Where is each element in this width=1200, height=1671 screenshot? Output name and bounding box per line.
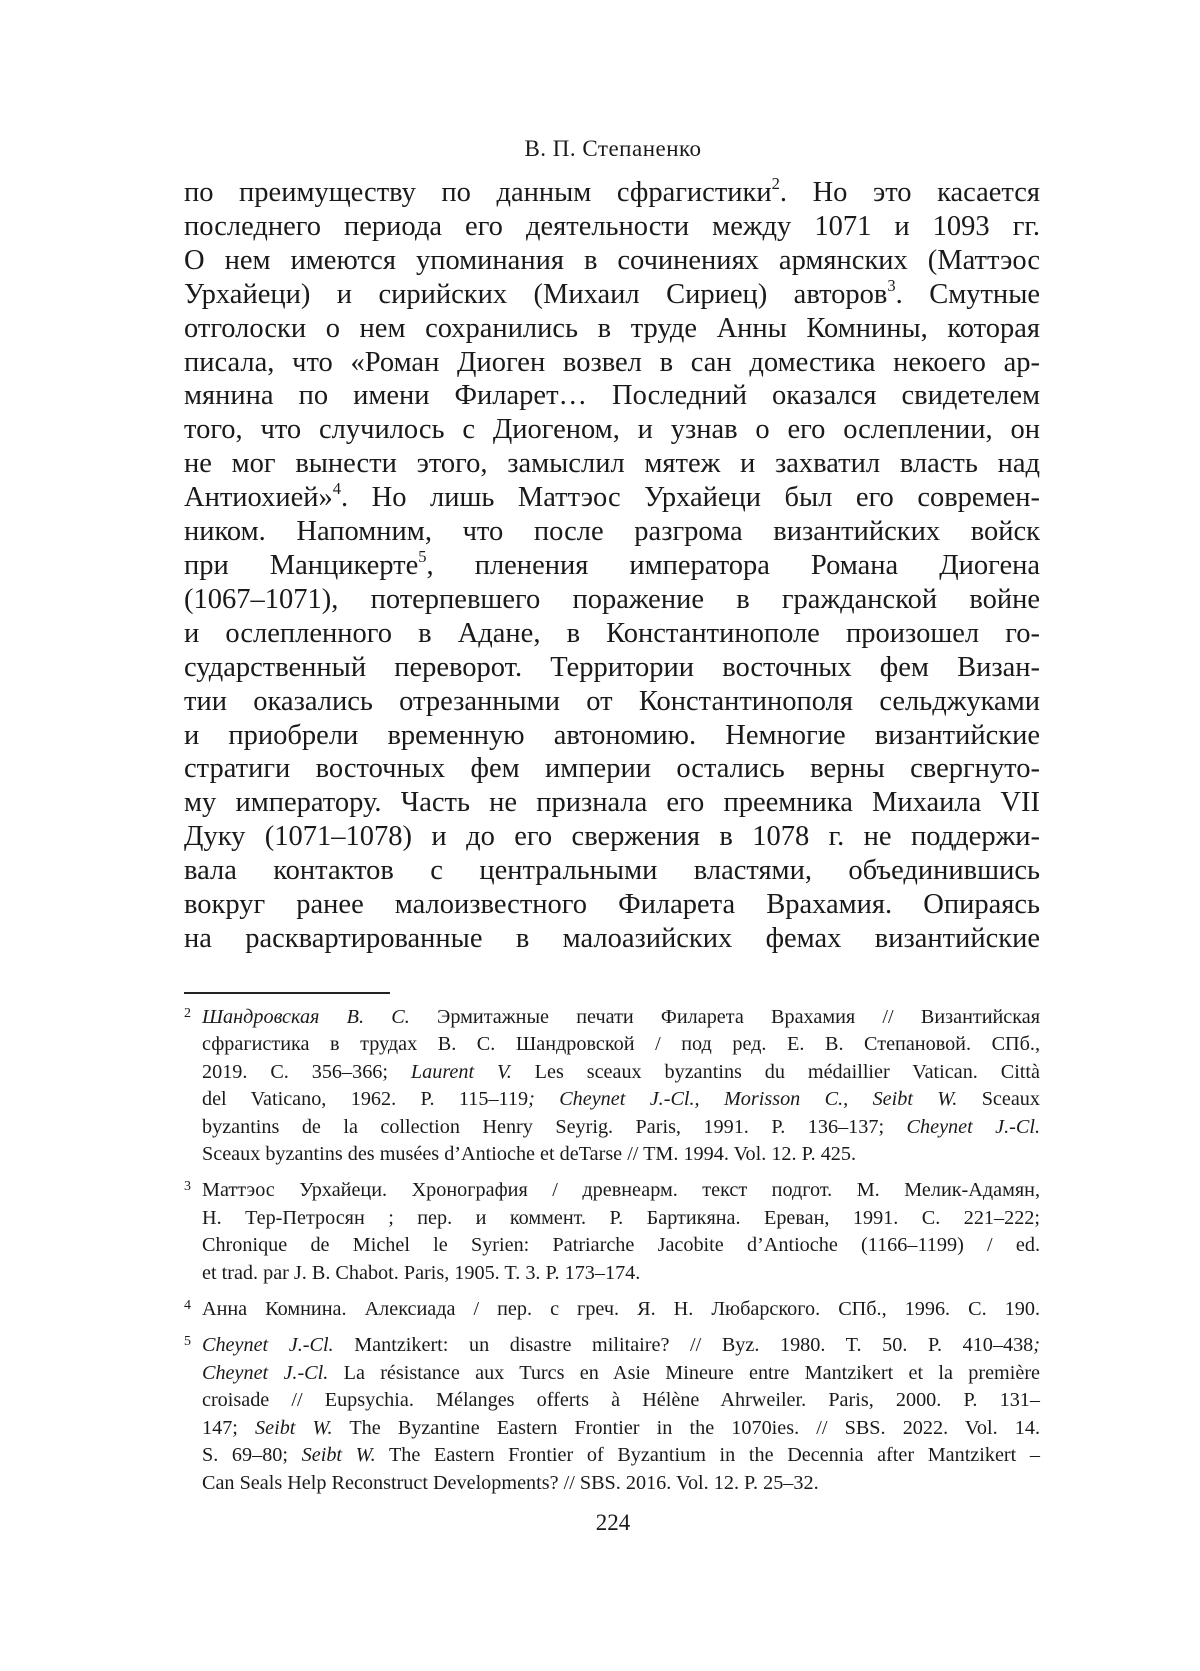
- text-line: на расквартированные в малоазийских фемах византийские: [184, 922, 1040, 954]
- text-line: [184, 275, 1040, 312]
- footnote-4: [184, 1296, 1040, 1323]
- footnote-line: Маттэос Урхайеци. Хронография / древнеарм. текст подгот. М. Мелик-Адамян,: [202, 1179, 1040, 1202]
- footnote-line: [202, 1415, 1040, 1442]
- footnote-number: 2: [184, 1006, 191, 1021]
- footnote-line: [202, 1442, 1040, 1469]
- text-segment: byzantins de la collection Henry Seyrig. Paris, 1991. P. 136–137;: [202, 1115, 907, 1138]
- footnote-ref-5[interactable]: 5: [418, 546, 427, 566]
- footnote-line: croisade // Eupsychia. Mélanges offerts à Hélène Ahrweiler. Paris, 2000. P. 131–: [202, 1389, 1040, 1412]
- text-segment: ;: [1033, 1334, 1040, 1357]
- text-line: того, что случилось с Диогеном, и узнав о его ослеплении, он: [184, 414, 1040, 446]
- text-line: мянина по имени Филарет… Последний оказался свидетелем: [184, 380, 1040, 412]
- footnote-line: [202, 1332, 1040, 1359]
- author-name: ; Cheynet J.-Cl., Morisson C., Seibt W.: [528, 1088, 958, 1111]
- text-segment: The Eastern Frontier of Byzantium in the Decennia after Mantzikert –: [375, 1444, 1041, 1467]
- text-segment: при Манцикерте: [184, 549, 419, 581]
- text-line: Дуку (1071–1078) и до его свержения в 1078 г. не поддержи-: [184, 821, 1040, 853]
- footnote-line: [202, 1360, 1040, 1387]
- text-segment: Антиохией»: [184, 482, 333, 514]
- text-line: отголоски о нем сохранились в труде Анны Комнины, которая: [184, 312, 1040, 344]
- text-segment: La résistance aux Turcs en Asie Mineure entre Mantzikert et la première: [328, 1361, 1041, 1384]
- text-segment: S. 69–80;: [202, 1444, 302, 1467]
- text-segment: Les sceaux byzantins du médaillier Vatican. Città: [511, 1060, 1040, 1083]
- footnote-line: [202, 1004, 1040, 1031]
- author-name: Seibt W.: [301, 1444, 376, 1467]
- footnote-ref-2[interactable]: 2: [771, 173, 780, 193]
- text-segment: Sceaux: [957, 1088, 1040, 1111]
- footnote-ref-3[interactable]: 3: [887, 275, 896, 295]
- text-segment: 147;: [202, 1416, 256, 1439]
- footnote-number: 5: [184, 1334, 191, 1350]
- footnote-ref-4[interactable]: 4: [332, 479, 341, 499]
- author-name: Шандровская В. С.: [202, 1006, 410, 1028]
- footnote-line: Sceaux byzantins des musées d’Antioche et deTarse // TM. 1994. Vol. 12. P. 425.: [202, 1143, 857, 1166]
- footnote-line: Н. Тер-Петросян ; пер. и коммент. Р. Бартикяна. Ереван, 1991. С. 221–222;: [202, 1206, 1040, 1229]
- footnote-5: [184, 1332, 1040, 1496]
- footnote-line: Chronique de Michel le Syrien: Patriarche Jacobite d’Antioche (1166–1199) / ed.: [202, 1234, 1040, 1257]
- text-segment: Mantzikert: un disastre militaire? // Byz. 1980. T. 50. P. 410–438: [333, 1334, 1034, 1357]
- footnote-line: Анна Комнина. Алексиада / пер. с греч. Я. Н. Любарского. СПб., 1996. С. 190.: [202, 1298, 1040, 1321]
- footnote-line: [202, 1059, 1040, 1086]
- footnote-line: [202, 1086, 1040, 1113]
- text-line: вала контактов с центральными властями, объединившись: [184, 855, 1040, 887]
- footnote-2: [184, 1004, 1040, 1168]
- text-segment: Эрмитажные печати Филарета Врахамия // Византийская: [409, 1006, 1041, 1028]
- footnote-line: et trad. par J. B. Chabot. Paris, 1905. T. 3. P. 173–174.: [202, 1261, 641, 1284]
- page-number: 224: [595, 1510, 631, 1535]
- main-text: [184, 173, 1040, 956]
- text-line: [184, 173, 1040, 210]
- text-line: ником. Напомним, что после разгрома византийских войск: [184, 516, 1040, 548]
- text-segment: . Но это касается: [779, 177, 1040, 208]
- text-line: и ослепленного в Адане, в Константинополе произошел го-: [184, 617, 1040, 649]
- text-line: тии оказались отрезанными от Константинополя сельджуками: [184, 685, 1040, 717]
- author-name: Cheynet J.-Cl.: [202, 1361, 329, 1384]
- author-name: Seibt W.: [255, 1416, 333, 1439]
- running-head: В. П. Степаненко: [524, 136, 702, 161]
- text-segment: Урхайеци) и сирийских (Михаил Сириец) авторов: [184, 278, 888, 310]
- footnote-line: Can Seals Help Reconstruct Developments? // SBS. 2016. Vol. 12. P. 25–32.: [202, 1471, 819, 1494]
- text-line: и приобрели временную автономию. Немногие византийские: [184, 719, 1040, 751]
- text-segment: del Vaticano, 1962. P. 115–119: [202, 1088, 529, 1111]
- footnote-separator: [184, 992, 390, 994]
- text-line: (1067–1071), потерпевшего поражение в гражданской войне: [184, 583, 1040, 615]
- footnotes: [184, 1004, 1040, 1506]
- text-segment: . Смутные: [895, 278, 1040, 310]
- text-line: не мог вынести этого, замыслил мятеж и захватил власть над: [184, 448, 1040, 480]
- text-line: [184, 546, 1040, 583]
- text-line: вокруг ранее малоизвестного Филарета Врахамия. Опираясь: [184, 889, 1040, 921]
- text-line: сударственный переворот. Территории восточных фем Визан-: [184, 651, 1040, 683]
- text-line: писала, что «Роман Диоген возвел в сан доместика некоего ар-: [184, 346, 1040, 378]
- text-line: стратиги восточных фем империи остались верны свергнуто-: [184, 753, 1040, 785]
- author-name: Cheynet J.-Cl.: [906, 1115, 1040, 1138]
- text-line: му императору. Часть не признала его преемника Михаила VII: [184, 787, 1040, 819]
- footnote-line: [202, 1114, 1040, 1141]
- author-name: Laurent V.: [410, 1060, 512, 1083]
- text-line: [184, 481, 1040, 515]
- text-line: О нем имеются упоминания в сочинениях армянских (Маттэос: [184, 244, 1040, 276]
- text-segment: . Но лишь Маттэос Урхайеци был его современ-: [341, 482, 1040, 514]
- text-segment: The Byzantine Eastern Frontier in the 1070ies. // SBS. 2022. Vol. 14.: [332, 1416, 1041, 1439]
- text-segment: 2019. С. 356–366;: [202, 1060, 411, 1083]
- footnote-line: сфрагистика в трудах В. С. Шандровской / под ред. Е. В. Степановой. СПб.,: [202, 1033, 1040, 1056]
- footnote-number: 4: [184, 1298, 191, 1314]
- text-segment: , пленения императора Романа Диогена: [426, 549, 1040, 581]
- text-segment: по преимуществу по данным сфрагистики: [184, 177, 772, 208]
- text-line: последнего периода его деятельности между 1071 и 1093 гг.: [184, 210, 1040, 242]
- footnote-3: [184, 1177, 1040, 1287]
- author-name: Cheynet J.-Cl.: [202, 1334, 334, 1357]
- footnote-number: 3: [184, 1179, 191, 1195]
